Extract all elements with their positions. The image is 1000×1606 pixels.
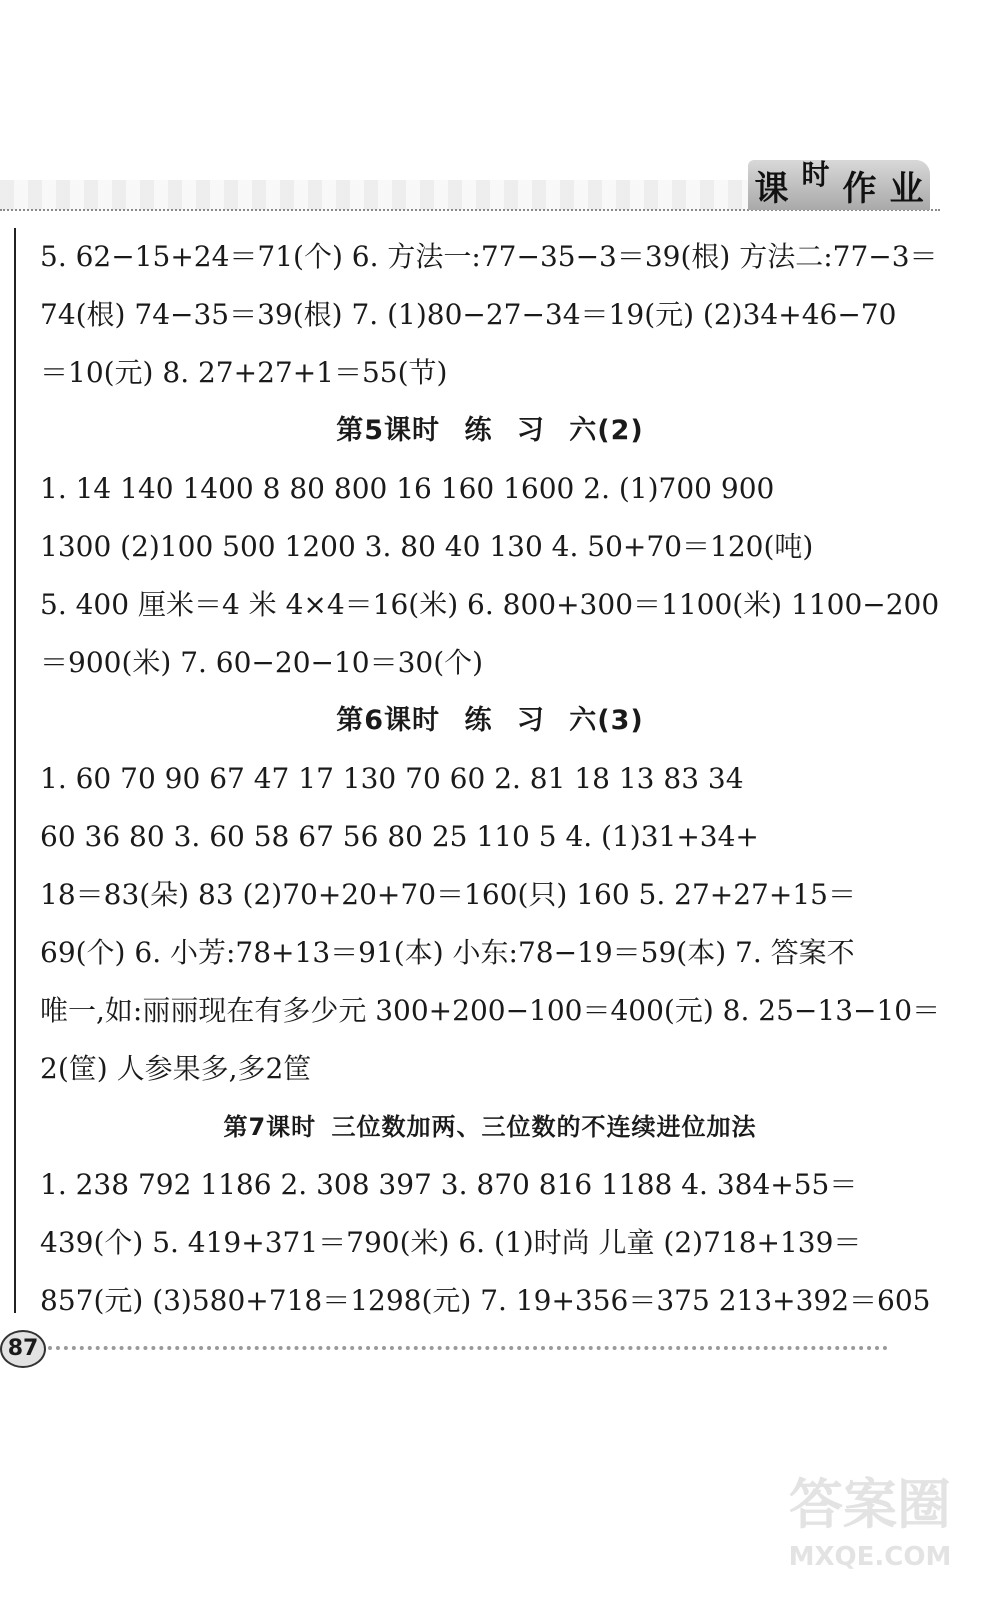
left-margin-rule [14,228,16,1313]
badge-char-1: 课 [754,168,789,209]
answer-line: 1. 238 792 1186 2. 308 397 3. 870 816 1188 4. 384+55＝ [40,1168,858,1201]
answer-line: 69(个) 6. 小芳:78+13＝91(本) 小东:78−19＝59(本) 7. 答案不 [40,936,855,969]
answer-line: 5. 400 厘米＝4 米 4×4＝16(米) 6. 800+300＝1100(米) 1100−200 [40,588,940,621]
answer-line: ＝900(米) 7. 60−20−10＝30(个) [40,646,484,679]
watermark-logo [770,1470,970,1580]
answer-line: 857(元) (3)580+718＝1298(元) 7. 19+356＝375 213+392＝605 [40,1284,931,1317]
answer-line: 439(个) 5. 419+371＝790(米) 6. (1)时尚 儿童 (2)718+139＝ [40,1226,862,1259]
watermark-text: 答案圈 [789,1473,951,1536]
answer-line: 18＝83(朵) 83 (2)70+20+70＝160(只) 160 5. 27+27+15＝ [40,878,856,911]
answer-line: ＝10(元) 8. 27+27+1＝55(节) [40,356,448,389]
section-badge [748,160,930,210]
answer-line: 5. 62−15+24＝71(个) 6. 方法一:77−35−3＝39(根) 方法二:77−3＝ [40,240,938,273]
answer-line: 唯一,如:丽丽现在有多少元 300+200−100＝400(元) 8. 25−13−10＝ [40,994,941,1027]
section-title-lesson-7: 第7课时 三位数加两、三位数的不连续进位加法 [223,1113,757,1141]
answer-line: 74(根) 74−35＝39(根) 7. (1)80−27−34＝19(元) (2)34+46−70 [40,298,897,331]
page-number: 87 [0,1330,46,1368]
answer-line: 2(筐) 人参果多,多2筐 [40,1052,312,1085]
answer-line: 1. 60 70 90 67 47 17 130 70 60 2. 81 18 13 83 34 [40,762,744,795]
answer-line: 1. 14 140 1400 8 80 800 16 160 1600 2. (1)700 900 [40,472,775,505]
footer-dotted-line [48,1346,888,1350]
badge-char-3: 作 [842,168,877,209]
answer-content [40,228,940,1330]
badge-char-4: 业 [889,168,924,209]
page-footer [0,1322,940,1368]
badge-char-2: 时 [801,158,830,191]
section-title-lesson-5: 第5课时 练 习 六(2) [336,415,644,446]
answer-line: 60 36 80 3. 60 58 67 56 80 25 110 5 4. (1)31+34+ [40,820,759,853]
section-title-lesson-6: 第6课时 练 习 六(3) [336,705,644,736]
answer-line: 1300 (2)100 500 1200 3. 80 40 130 4. 50+70＝120(吨) [40,530,814,563]
watermark-url: MXQE.COM [788,1542,952,1572]
